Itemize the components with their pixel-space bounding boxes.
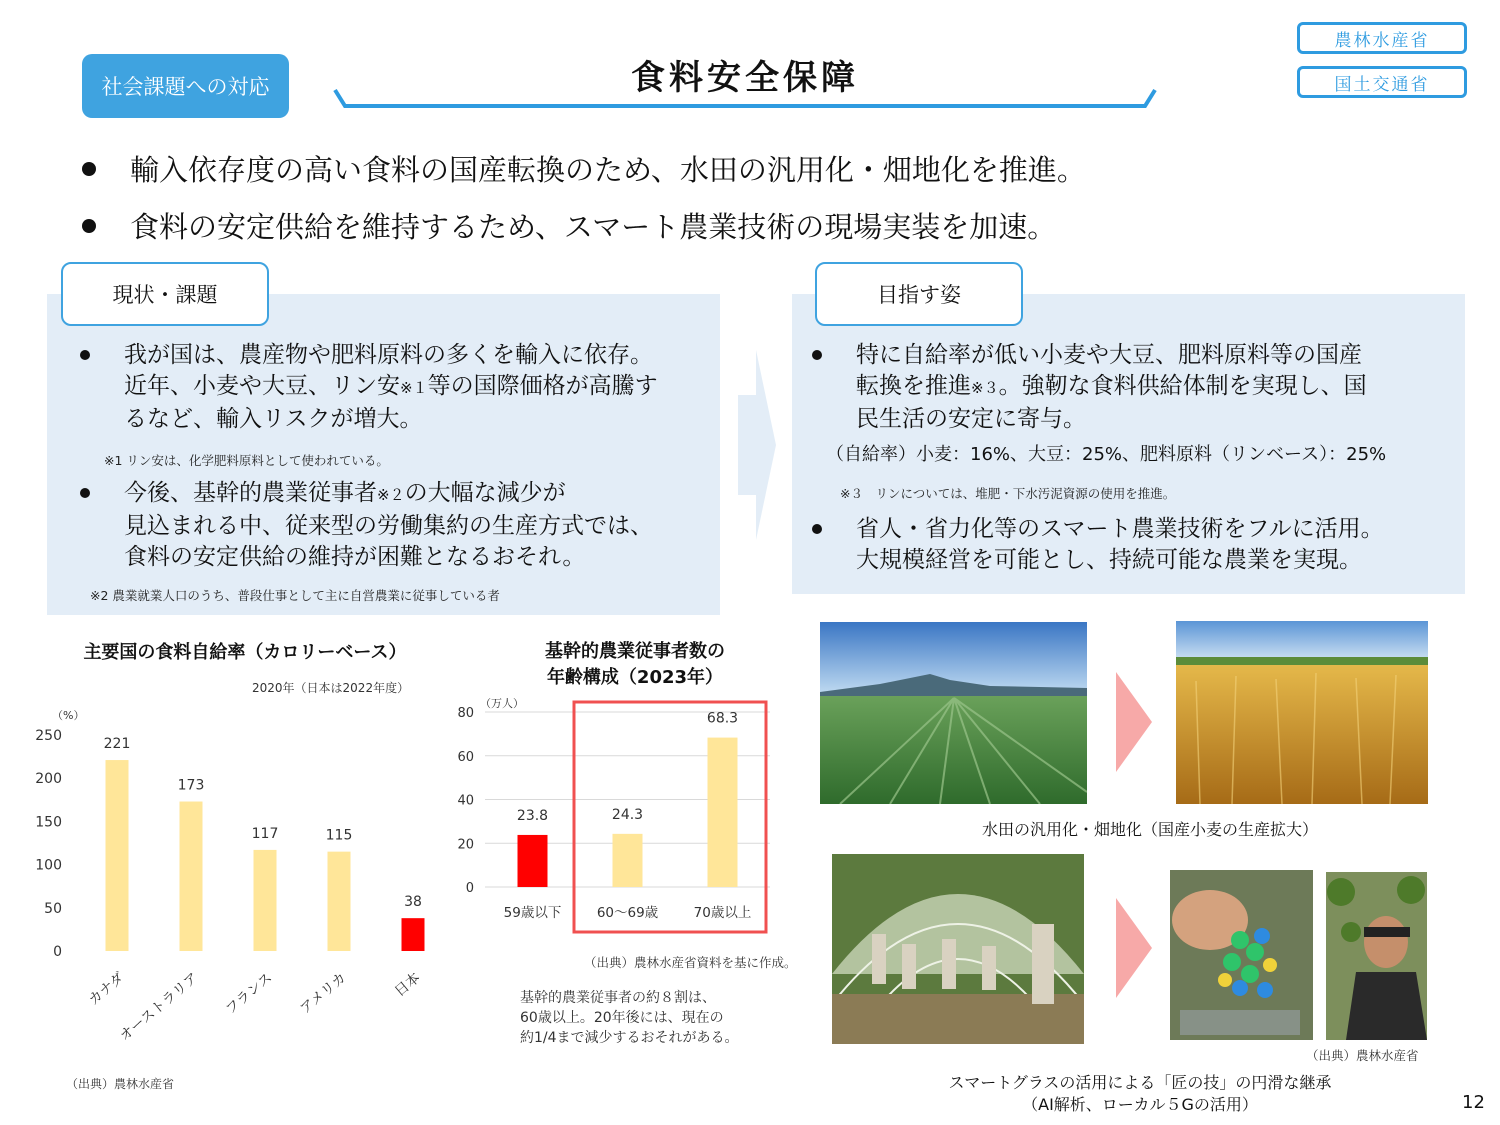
- text-line: 見込まれる中、従来型の労働集約の生産方式では、: [124, 513, 653, 539]
- y-tick-label: 150: [35, 814, 62, 831]
- paddy-field-photo: [820, 622, 1087, 804]
- title-underline: [333, 88, 1158, 112]
- bar: [708, 738, 738, 887]
- note-line: 60歳以上。20年後には、現在の: [520, 1010, 724, 1026]
- text-line: るなど、輸入リスクが増大。: [124, 406, 423, 432]
- text-line: 民生活の安定に寄与。: [856, 406, 1086, 432]
- y-tick-label: 100: [35, 857, 62, 874]
- data-label: 23.8: [516, 807, 549, 824]
- goal-item-2: [812, 514, 1462, 576]
- caption-line: スマートグラスの活用による「匠の技」の円滑な継承: [948, 1073, 1332, 1092]
- data-label: 221: [103, 736, 131, 753]
- footnote-1: ※1 リン安は、化学肥料原料として使われている。: [104, 453, 389, 468]
- caption-line: （AI解析、ローカル５Gの活用）: [1022, 1095, 1258, 1114]
- y-tick-label: 250: [35, 728, 62, 744]
- data-label: 68.3: [706, 710, 739, 727]
- data-label: 38: [404, 894, 422, 911]
- chart2-farmer-age: [440, 696, 790, 941]
- text-line: 食料の安定供給の維持が困難となるおそれ。: [124, 544, 586, 570]
- arrow-icon: [1116, 672, 1152, 772]
- chart2-title-line: 年齢構成（2023年）: [546, 667, 724, 688]
- chart2-title-line: 基幹的農業従事者数の: [545, 641, 725, 662]
- bar: [402, 918, 425, 951]
- goal-tab: 目指す姿: [815, 262, 1023, 326]
- y-tick-label: 80: [457, 706, 474, 721]
- chart2-note: [520, 988, 739, 1048]
- bar: [328, 852, 351, 951]
- x-tick-label: カナダ: [85, 969, 128, 1009]
- data-label: 24.3: [611, 806, 644, 823]
- chart1-food-self-sufficiency: [20, 715, 460, 1060]
- note-line: 約1/4まで減少するおそれがある。: [520, 1030, 739, 1046]
- y-tick-label: 50: [44, 900, 62, 917]
- bullet-dot: [82, 162, 96, 176]
- wheat-field-photo: [1176, 621, 1428, 804]
- data-label: 117: [251, 825, 279, 842]
- main-bullet-1: [82, 148, 1086, 189]
- y-tick-label: 0: [465, 881, 474, 896]
- ministry-badge-mlit: 国土交通省: [1297, 66, 1467, 98]
- chart2-ylabel: （万人）: [480, 697, 524, 710]
- text-line: 我が国は、農産物や肥料原料の多くを輸入に依存。: [124, 342, 653, 368]
- text-line: 転換を推進※３。強靭な食料供給体制を実現し、国: [856, 373, 1367, 399]
- issue-item-1: [80, 340, 720, 435]
- y-tick-label: 200: [35, 771, 62, 788]
- photo-caption-2: [880, 1072, 1400, 1116]
- text-line: 近年、小麦や大豆、リン安※１等の国際価格が高騰す: [124, 373, 658, 399]
- bar: [180, 802, 203, 951]
- greenhouse-training-photo: [832, 854, 1084, 1044]
- data-label: 173: [177, 777, 205, 794]
- bullet-dot: [80, 488, 90, 498]
- ai-grape-analysis-photo: [1170, 870, 1313, 1040]
- bar: [106, 760, 129, 951]
- x-tick-label: オーストラリア: [116, 969, 202, 1045]
- current-issues-tab: 現状・課題: [61, 262, 269, 326]
- main-bullet-text: 輸入依存度の高い食料の国産転換のため、水田の汎用化・畑地化を推進。: [130, 153, 1086, 187]
- y-tick-label: 0: [53, 944, 62, 960]
- y-tick-label: 40: [457, 793, 474, 809]
- text-line: 今後、基幹的農業従事者※２の大幅な減少が: [124, 480, 566, 506]
- page-number: 12: [1462, 1092, 1485, 1113]
- issue-item-2-text: [124, 478, 653, 573]
- x-tick-label: 59歳以下: [503, 905, 562, 921]
- main-bullet-text: 食料の安定供給を維持するため、スマート農業技術の現場実装を加速。: [130, 210, 1057, 244]
- self-sufficiency-rates: （自給率）小麦：16%、大豆：25%、肥料原料（リンベース）：25%: [826, 444, 1387, 465]
- photo-source: （出典）農林水産省: [1306, 1048, 1419, 1063]
- chart1-ylabel: （%）: [52, 709, 85, 722]
- data-label: 115: [325, 827, 353, 844]
- chart1-subtitle: 2020年（日本は2022年度）: [252, 681, 410, 695]
- bar: [254, 850, 277, 951]
- x-tick-label: フランス: [222, 969, 276, 1018]
- x-tick-label: アメリカ: [297, 969, 350, 1018]
- footnote-2: ※2 農業就業人口のうち、普段仕事として主に自営農業に従事している者: [90, 588, 500, 603]
- y-tick-label: 60: [457, 749, 474, 765]
- goal-item-1-text: [856, 340, 1367, 435]
- chart2-title: [500, 639, 770, 691]
- section-tag: 社会課題への対応: [82, 54, 289, 118]
- ministry-badge-maff: 農林水産省: [1297, 22, 1467, 54]
- text-line: 大規模経営を可能とし、持続可能な農業を実現。: [856, 547, 1362, 573]
- x-tick-label: 日本: [391, 969, 424, 1001]
- arrow-icon: [1116, 898, 1152, 998]
- x-tick-label: 60〜69歳: [596, 905, 659, 921]
- bullet-dot: [80, 350, 90, 360]
- goal-item-2-text: [856, 514, 1384, 576]
- bar: [518, 835, 548, 887]
- issue-item-2: [80, 478, 720, 573]
- chart1-source: （出典）農林水産省: [66, 1077, 175, 1091]
- photo-caption-1: 水田の汎用化・畑地化（国産小麦の生産拡大）: [981, 820, 1318, 839]
- smart-glasses-farmer-photo: [1326, 872, 1427, 1040]
- goal-item-1: [812, 340, 1462, 435]
- text-line: 省人・省力化等のスマート農業技術をフルに活用。: [856, 516, 1384, 542]
- x-tick-label: 70歳以上: [693, 905, 752, 921]
- page-title: 食料安全保障: [631, 58, 859, 98]
- bullet-dot: [812, 524, 822, 534]
- chart1-title: 主要国の食料自給率（カロリーベース）: [83, 642, 407, 663]
- chart2-source: （出典）農林水産省資料を基に作成。: [584, 955, 797, 970]
- y-tick-label: 20: [457, 837, 474, 853]
- transition-arrow: [738, 350, 778, 540]
- note-line: 基幹的農業従事者の約８割は、: [520, 990, 716, 1006]
- bullet-dot: [812, 350, 822, 360]
- footnote-3: ※３ リンについては、堆肥・下水汚泥資源の使用を推進。: [840, 486, 1176, 501]
- bar: [613, 834, 643, 887]
- issue-item-1-text: [124, 340, 658, 435]
- text-line: 特に自給率が低い小麦や大豆、肥料原料等の国産: [856, 342, 1362, 368]
- bullet-dot: [82, 219, 96, 233]
- main-bullet-2: [82, 205, 1056, 246]
